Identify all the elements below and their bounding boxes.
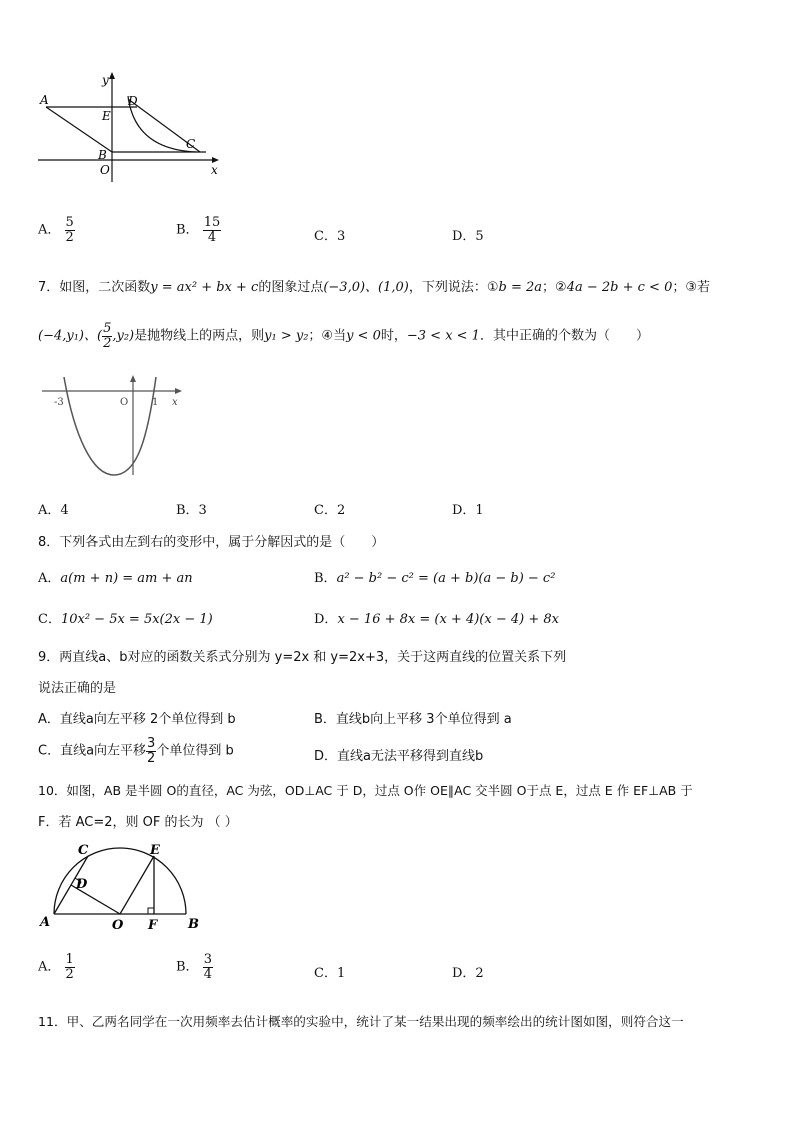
q10-option-b: B． $\frac{3}{4}$ — [176, 952, 212, 982]
q7-fig-label-x: x — [172, 397, 178, 408]
fig6-label-B: B — [98, 148, 107, 162]
q7-option-b: B．3 — [176, 503, 207, 518]
fig6-label-y: y — [102, 73, 109, 87]
q8-stem: 8．下列各式由左到右的变形中，属于分解因式的是（ ） — [38, 535, 385, 550]
q10-stem-line2: F．若 AC=2，则 OF 的长为 （ ） — [38, 815, 238, 830]
q9-option-d: D．直线a无法平移得到直线b — [314, 749, 484, 764]
q7-fig-label-1: 1 — [152, 397, 159, 408]
q7-fig-label-o: O — [120, 397, 129, 408]
fig6-label-D: D — [128, 94, 138, 108]
q10-option-a-fraction: $\frac{1}{2}$ — [65, 952, 74, 982]
q10-option-a: A． $\frac{1}{2}$ — [38, 952, 74, 982]
q8-option-a: A．a(m + n) = am + an — [38, 571, 193, 586]
q6-option-a: A． $\frac{5}{2}$ — [38, 215, 74, 245]
fig6-label-A: A — [40, 93, 49, 107]
q9-option-c-fraction: $\frac{3}{2}$ — [147, 736, 156, 766]
q8-option-d: D．x − 16 + 8x = (x + 4)(x − 4) + 8x — [314, 612, 559, 627]
q6-option-c: C．3 — [314, 229, 346, 244]
q6-option-a-fraction: $\frac{5}{2}$ — [65, 215, 74, 245]
fig6-label-E: E — [102, 109, 111, 123]
q10-fig-label-c: C — [78, 843, 89, 858]
q10-fig-label-a: A — [40, 915, 51, 930]
q10-fig-label-d: D — [76, 877, 88, 892]
q10-fig-label-b: B — [188, 917, 199, 932]
q6-option-b-fraction: $\frac{15}{4}$ — [203, 215, 221, 245]
q10-option-c: C．1 — [314, 966, 346, 981]
fig6-label-O: O — [100, 163, 110, 177]
q7-fig-label-minus3: -3 — [54, 397, 64, 408]
q7-option-c: C．2 — [314, 503, 346, 518]
q7-option-d: D．1 — [452, 503, 484, 518]
q9-option-a: A．直线a向左平移 2个单位得到 b — [38, 712, 236, 727]
q9-stem-line1: 9．两直线a、b对应的函数关系式分别为 y=2x 和 y=2x+3，关于这两直线的位置关系下列 — [38, 650, 567, 665]
q10-fig-label-e: E — [150, 843, 160, 858]
q10-stem-line1: 10．如图，AB 是半圆 O的直径，AC 为弦，OD⊥AC 于 D，过点 O作 OE∥AC 交半圆 O于点 E，过点 E 作 EF⊥AB 于 — [38, 783, 693, 798]
q10-option-b-fraction: $\frac{3}{4}$ — [203, 952, 212, 982]
q7-figure — [40, 375, 190, 480]
q6-option-b: B． $\frac{15}{4}$ — [176, 215, 221, 245]
q6-figure — [36, 70, 226, 185]
q8-option-b: B．a² − b² − c² = (a + b)(a − b) − c² — [314, 571, 556, 586]
q7-stem-line1: 7．如图，二次函数y = ax² + bx + c的图象过点(−3,0)、(1,0)，下列说法：①b = 2a；②4a − 2b + c < 0；③若 — [38, 280, 710, 295]
q8-option-c: C．10x² − 5x = 5x(2x − 1) — [38, 612, 213, 627]
q6-option-d: D．5 — [452, 229, 484, 244]
q10-figure — [36, 838, 206, 934]
fig6-label-C: C — [186, 137, 196, 151]
q9-stem-line2: 说法正确的是 — [38, 681, 117, 696]
q11-stem-line1: 11．甲、乙两名同学在一次用频率去估计概率的实验中，统计了某一结果出现的频率绘出的统计图如图，则符合这一 — [38, 1014, 684, 1029]
q7-stem-line2: (−4,y₁)、( $\frac{5}{2}$ ,y₂)是抛物线上的两点，则y₁ > y₂；④当y < 0时，−3 < x < 1．其中正确的个数为（ ） — [38, 321, 649, 351]
q10-option-d: D．2 — [452, 966, 484, 981]
q10-fig-label-f: F — [148, 918, 158, 933]
q9-option-b: B．直线b向上平移 3个单位得到 a — [314, 712, 512, 727]
q9-option-c: C．直线a向左平移 $\frac{3}{2}$ 个单位得到 b — [38, 736, 234, 766]
q7-fraction: $\frac{5}{2}$ — [103, 321, 112, 351]
q10-fig-label-o: O — [112, 918, 124, 933]
q7-option-a: A．4 — [38, 503, 69, 518]
fig6-label-x: x — [211, 163, 218, 177]
